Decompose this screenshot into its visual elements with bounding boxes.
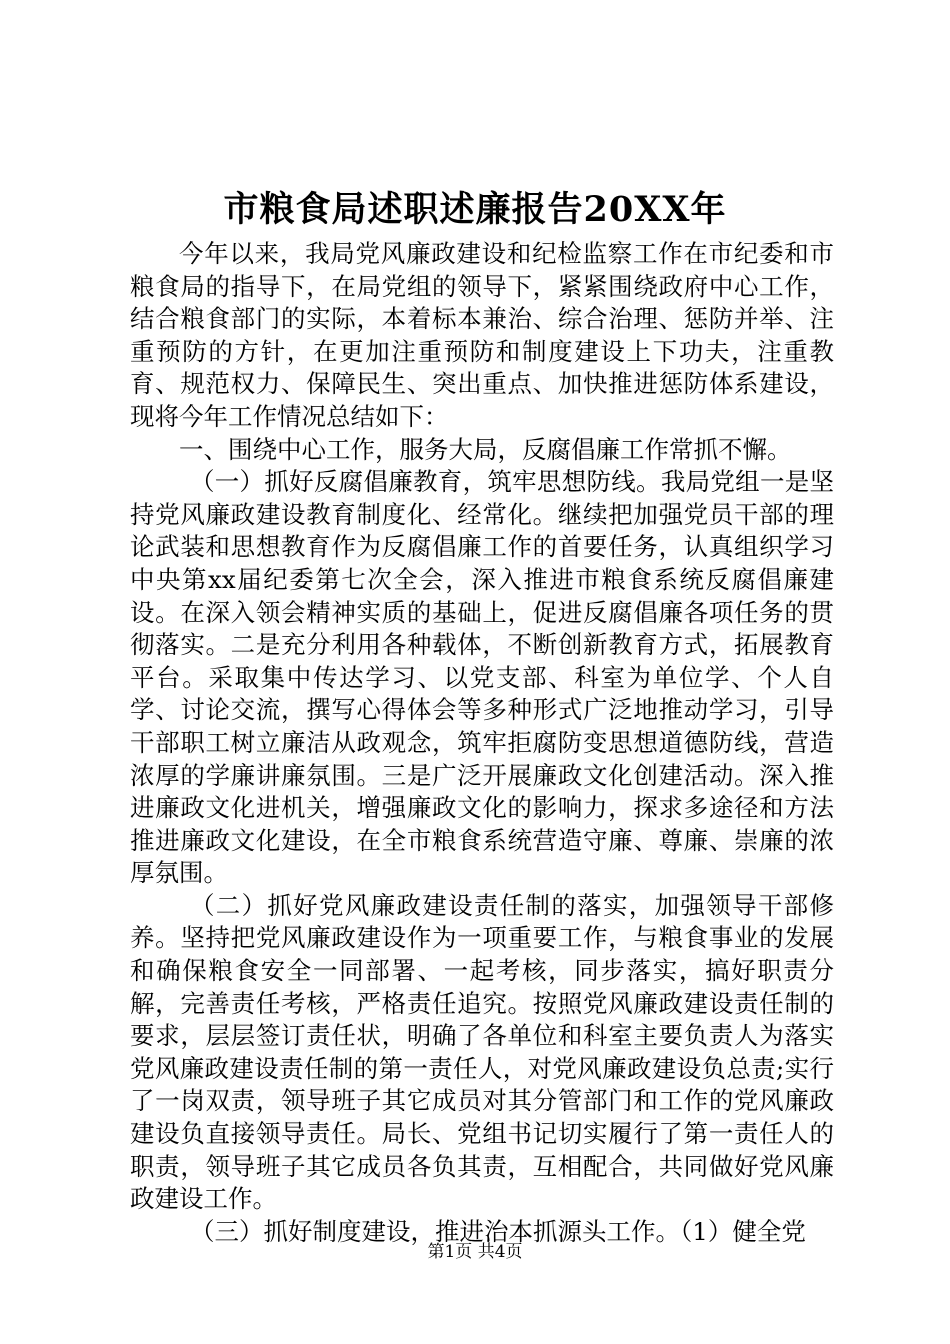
paragraph-section-1: （一）抓好反腐倡廉教育，筑牢思想防线。我局党组一是坚持党风廉政建设教育制度化、经常化。继续把加强党员干部的理论武装和思想教育作为反腐倡廉工作的首要任务，认真组织学习中央第xx届纪委第七次全会，深入推进市粮食系统反腐倡廉建设。在深入领会精神实质的基础上，促进反腐倡廉各项任务的贯彻落实。二是充分利用各种载体，不断创新教育方式，拓展教育平台。采取集中传达学习、以党支部、科室为单位学、个人自学、讨论交流，撰写心得体会等多种形式广泛地推动学习，引导干部职工树立廉洁从政观念，筑牢拒腐防变思想道德防线，营造浓厚的学廉讲廉氛围。三是广泛开展廉政文化创建活动。深入推进廉政文化进机关，增强廉政文化的影响力，探求多途径和方法推进廉政文化建设，在全市粮食系统营造守廉、尊廉、崇廉的浓厚氛围。 [130,467,834,888]
paragraph-section-2: （二）抓好党风廉政建设责任制的落实，加强领导干部修养。坚持把党风廉政建设作为一项重要工作，与粮食事业的发展和确保粮食安全一同部署、一起考核，同步落实，搞好职责分解，完善责任考核，严格责任追究。按照党风廉政建设责任制的要求，层层签订责任状，明确了各单位和科室主要负责人为落实党风廉政建设责任制的第一责任人，对党风廉政建设负总责;实行了一岗双责，领导班子其它成员对其分管部门和工作的党风廉政建设负直接领导责任。局长、党组书记切实履行了第一责任人的职责，领导班子其它成员各负其责，互相配合，共同做好党风廉政建设工作。 [130,890,834,1214]
page-number-footer: 第1页 共4页 [427,1242,523,1262]
paragraph-heading-1: 一、围绕中心工作，服务大局，反腐倡廉工作常抓不懈。 [179,434,792,464]
document-title: 市粮食局述职述廉报告20XX年 [223,189,727,230]
paragraph-intro: 今年以来，我局党风廉政建设和纪检监察工作在市纪委和市粮食局的指导下，在局党组的领导下，紧紧围绕政府中心工作，结合粮食部门的实际，本着标本兼治、综合治理、惩防并举、注重预防的方针，在更加注重预防和制度建设上下功夫，注重教育、规范权力、保障民生、突出重点、加快推进惩防体系建设，现将今年工作情况总结如下： [130,239,834,431]
paragraph-section-3: （三）抓好制度建设，推进治本抓源头工作。（1）健全党 [190,1216,806,1246]
document-body [130,238,834,1248]
